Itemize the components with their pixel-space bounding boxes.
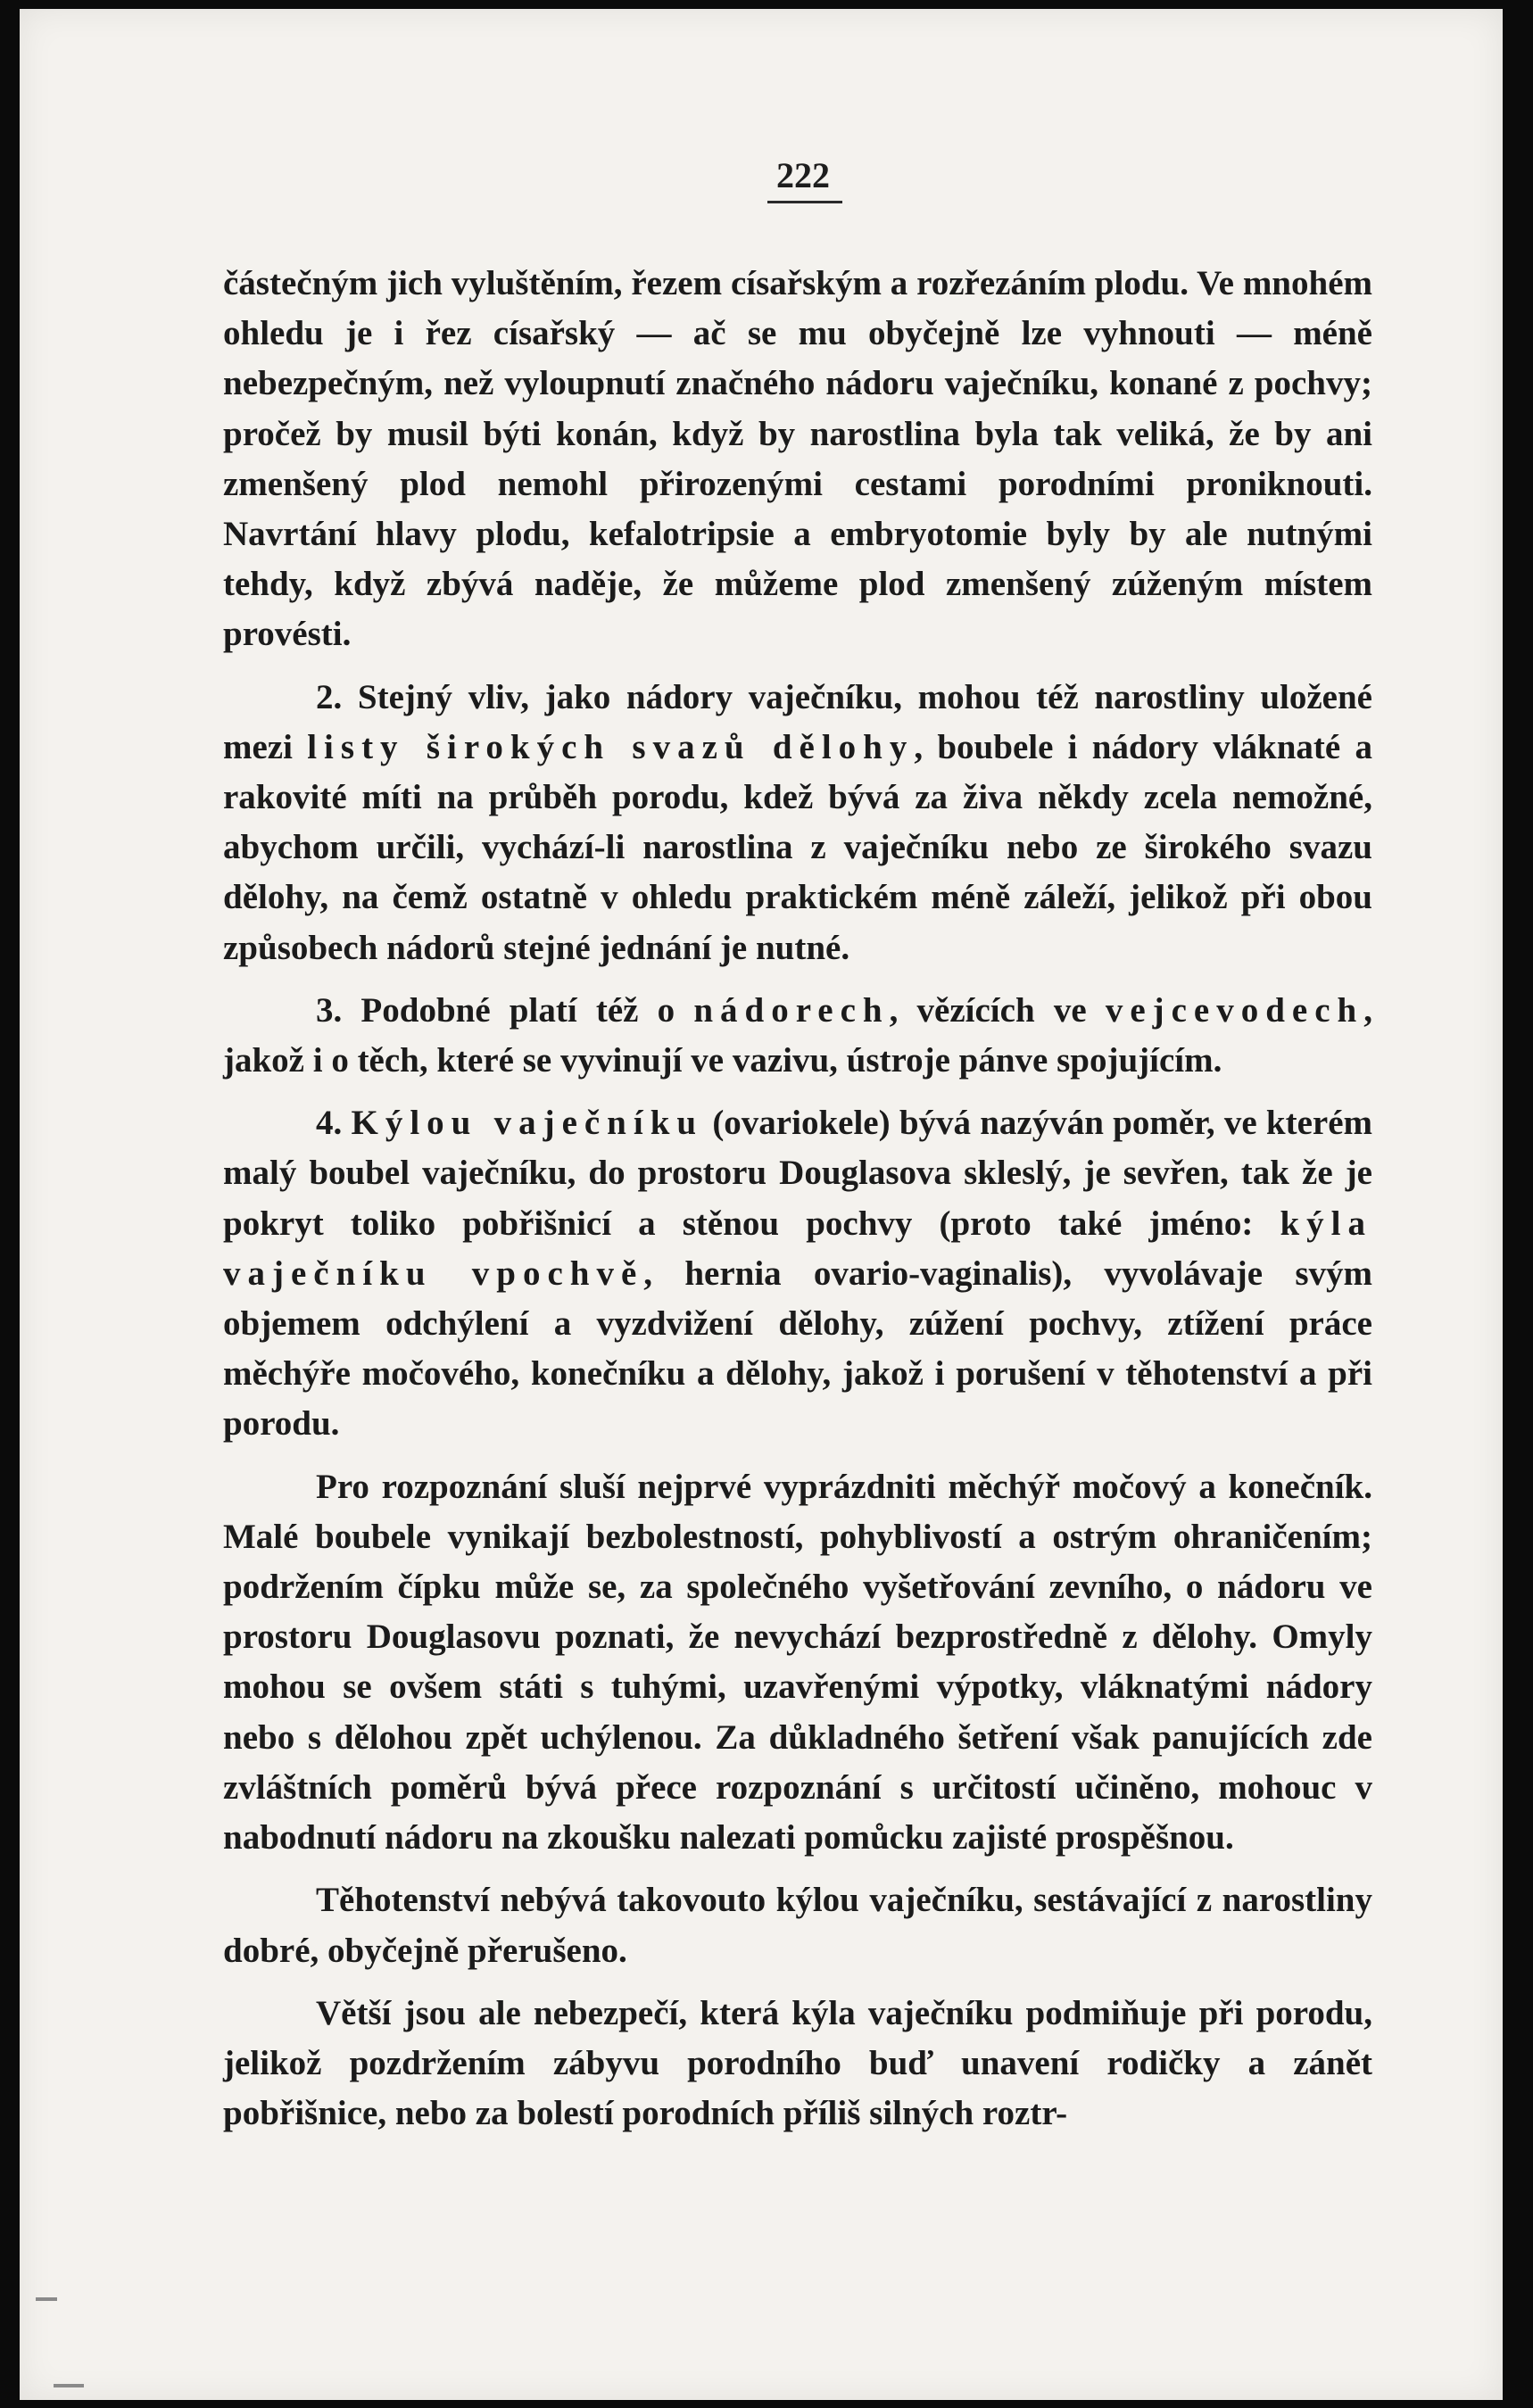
page-number: 222 [776,155,830,195]
spaced-emphasis: listy širokých svazů dělohy [307,727,915,766]
paragraph [223,1098,1372,1449]
text-run: 2. Stejný vliv, jako nádory vaječníku, mohou též narostliny uložené mezi [223,677,1372,766]
paragraph [223,1462,1372,1864]
spaced-emphasis: nádorech [693,990,890,1030]
text-run: částečným jich vyluštěním, řezem císařským a rozřezáním plodu. Ve mnohém ohledu je i řez císařský — ač se mu obyčejně lze vyhnouti — méně nebezpečným, než vyloupnutí značného nádoru vaječníku, konané z pochvy; pročež by musil býti konán, když by narostlina byla tak veliká, že by ani zmenšený plod nemohl přirozenými cestami porodními proniknouti. Navrtání hlavy plodu, kefalotripsie a embryotomie byly by ale nutnými tehdy, když zbývá naděje, že můžeme plod zmenšený zúženým místem provésti. [223,264,1372,654]
spaced-emphasis: vejcevodech [1105,990,1364,1030]
text-run: (ovariokele) bývá nazýván poměr, ve kterém malý boubel vaječníku, do prostoru Douglasova skleslý, je sevřen, tak že je pokryt toliko pobřišnicí a stěnou pochvy (proto také jméno: [223,1104,1372,1243]
text-run: , boubele i nádory vláknaté a rakovité míti na průběh porodu, kdež bývá za živa někdy zcela nemožné, abychom určili, vychází-li narostlina z vaječníku nebo ze širokého svazu dělohy, na čemž ostatně v ohledu praktickém méně záleží, jelikož při obou způsobech nádorů stejné jednání je nutné. [223,727,1372,967]
text-run: , vězících ve [889,990,1106,1030]
text-run: 3. Podobné platí též o [316,990,694,1030]
text-run: Těhotenství nebývá takovouto kýlou vaječníku, sestávající z narostliny dobré, obyčejně přerušeno. [223,1881,1372,1970]
spaced-emphasis: kýla vaječníku vpochvě [223,1204,1372,1293]
spaced-emphasis: Kýlou vaječníku [351,1104,704,1143]
paragraph [223,1989,1372,2139]
paragraph [223,673,1372,973]
text-run: Pro rozpoznání sluší nejprvé vyprázdniti měchýř močový a konečník. Malé boubele vynikají bezbolestností, pohyblivostí a ostrým ohraničením; podržením čípku může se, za společného vyšetřování zevního, o nádoru ve prostoru Douglasovu poznati, že nevychází bezprostředně z dělohy. Omyly mohou se ovšem státi s tuhými, uzavřenými výpotky, vláknatými nádory nebo s dělohou zpět uchýlenou. Za důkladného šetření však panujících zde zvláštních poměrů bývá přece rozpoznání s určitostí učiněno, mohouc v nabodnutí nádoru na zkoušku nalezati pomůcku zajisté prospěšnou. [223,1467,1372,1858]
text-run: Větší jsou ale nebezpečí, která kýla vaječníku podmiňuje při porodu, jelikož pozdržením zábyvu porodního buď unavení rodičky a zánět pobřišnice, nebo za bolestí porodních příliš silných roztr- [223,1993,1372,2133]
text-run: , jakož i o těch, které se vyvinují ve vazivu, ústroje pánve spojujícím. [223,990,1372,1080]
paragraph [223,1875,1372,1975]
paragraph [223,259,1372,660]
page-number-underline [767,201,842,203]
paragraph [223,986,1372,1086]
body-text [223,259,1372,2151]
text-run: , hernia ovario-vaginalis), vyvolávaje svým objemem odchýlení a vyzdvižení dělohy, zúžení pochvy, ztížení práce měchýře močového, konečníku a dělohy, jakož i porušení v těhotenství a při porodu. [223,1254,1372,1444]
scan-mark [36,2297,57,2301]
scan-border [1503,0,1533,2408]
scan-mark [54,2384,84,2387]
text-run: 4. [316,1104,352,1143]
